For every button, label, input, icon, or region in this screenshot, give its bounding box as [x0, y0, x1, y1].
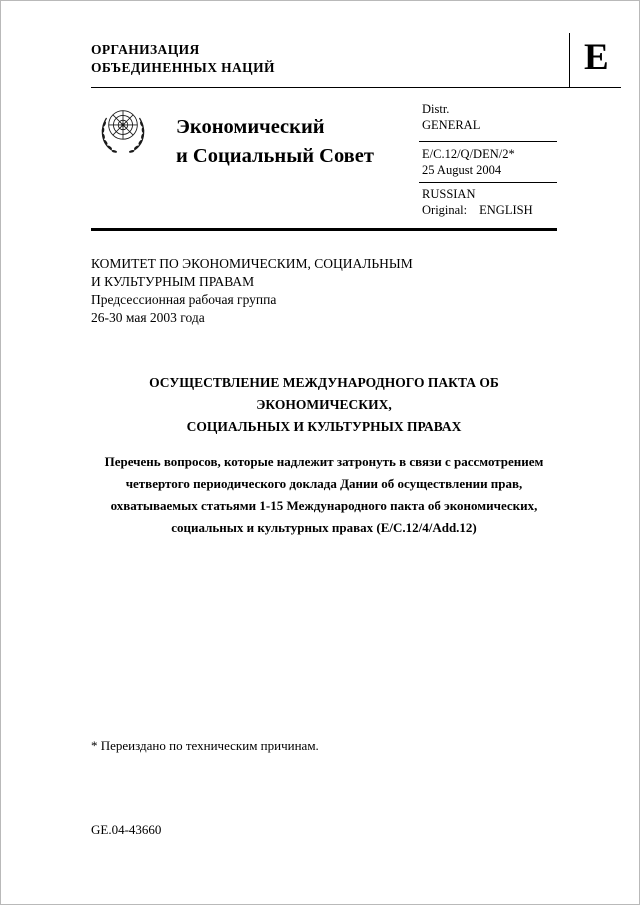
masthead-rule [91, 87, 621, 88]
original-language [422, 203, 533, 219]
distr-label: Distr. [422, 102, 450, 116]
committee-name-line1: КОМИТЕТ ПО ЭКОНОМИЧЕСКИМ, СОЦИАЛЬНЫМ [91, 256, 413, 271]
document-title-line1: ОСУЩЕСТВЛЕНИЕ МЕЖДУНАРОДНОГО ПАКТА ОБ ЭКОНОМИЧЕСКИХ, [149, 375, 499, 412]
document-subtitle-line4: социальных и культурных правах (E/C.12/4/Add.12) [171, 520, 477, 535]
org-name [91, 41, 275, 77]
un-emblem-icon [97, 102, 149, 160]
masthead-vertical-divider [569, 33, 570, 87]
symbol-block [422, 147, 515, 178]
distr-value: GENERAL [422, 117, 481, 132]
document-title [91, 372, 557, 438]
original-value: ENGLISH [479, 202, 533, 217]
document-number: GE.04-43660 [91, 822, 162, 837]
language-block [422, 187, 533, 218]
org-name-line1: ОРГАНИЗАЦИЯ [91, 42, 200, 57]
header-thick-rule [91, 228, 557, 231]
org-name-line2: ОБЪЕДИНЕННЫХ НАЦИЙ [91, 60, 275, 75]
document-subtitle-line1: Перечень вопросов, которые надлежит затронуть в связи с рассмотрением [104, 454, 544, 469]
document-subtitle [91, 451, 557, 539]
document-date: 25 August 2004 [422, 162, 502, 177]
session-dates: 26-30 мая 2003 года [91, 310, 205, 325]
document-subtitle-line2: четвертого периодического доклада Дании об осуществлении прав, [125, 476, 523, 491]
committee-name-line2: И КУЛЬТУРНЫМ ПРАВАМ [91, 274, 255, 289]
document-subtitle-line3: охватываемых статьями 1-15 Международного пакта об экономических, [110, 498, 538, 513]
right-column-separator-2 [419, 182, 557, 183]
council-name-line1: Экономический [176, 116, 325, 138]
language-label: RUSSIAN [422, 187, 476, 201]
council-name-line2: и Социальный Совет [176, 145, 374, 167]
document-title-line2: СОЦИАЛЬНЫХ И КУЛЬТУРНЫХ ПРАВАХ [186, 419, 462, 434]
document-symbol: E/C.12/Q/DEN/2* [422, 147, 515, 161]
distribution-block [422, 102, 480, 133]
working-group: Предсессионная рабочая группа [91, 292, 277, 307]
document-series-letter: E [584, 37, 609, 78]
council-name [176, 113, 374, 171]
original-label: Original: [422, 202, 468, 217]
footnote: * Переиздано по техническим причинам. [91, 738, 319, 753]
committee-block [91, 255, 413, 327]
right-column-separator-1 [419, 141, 557, 142]
